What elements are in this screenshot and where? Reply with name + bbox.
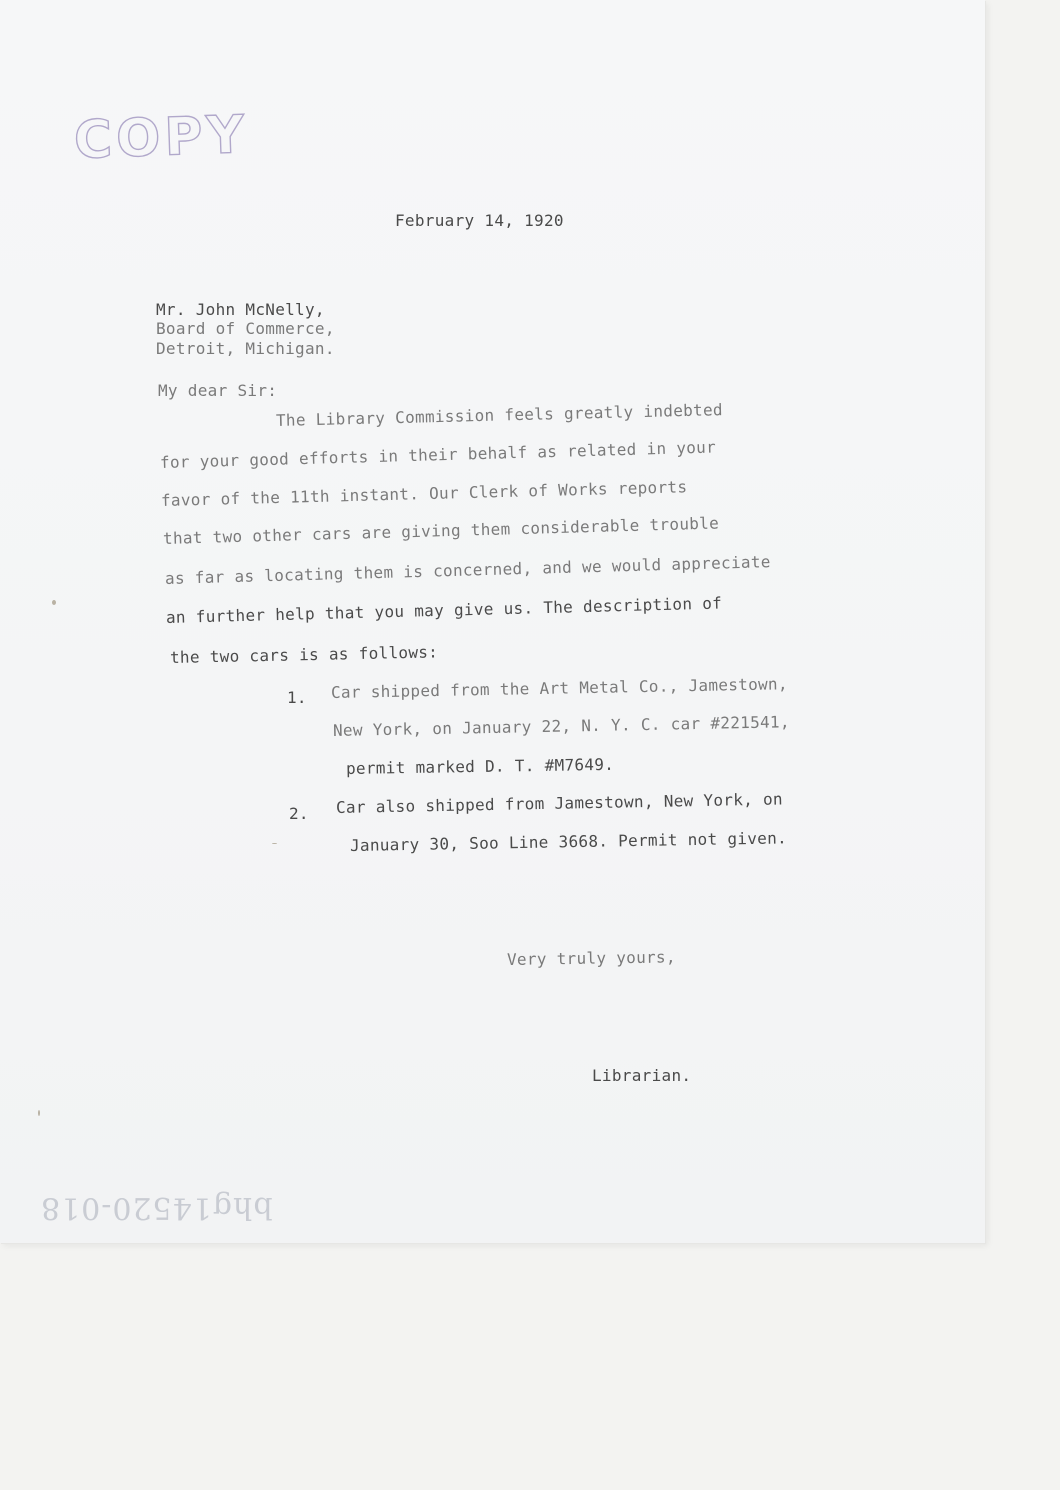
address-line-name: Mr. John McNelly, bbox=[156, 300, 325, 319]
body-line-7: the two cars is as follows: bbox=[169, 642, 439, 667]
copy-stamp: COPY bbox=[73, 104, 250, 172]
handwritten-reference-number: bhg14520-018 bbox=[40, 1190, 273, 1225]
letter-date: February 14, 1920 bbox=[395, 211, 564, 230]
paper-speck bbox=[38, 1110, 40, 1116]
closing: Very truly yours, bbox=[506, 947, 676, 969]
salutation: My dear Sir: bbox=[158, 381, 278, 400]
body-line-4: that two other cars are giving them considerable trouble bbox=[162, 513, 720, 548]
body-line-6: an further help that you may give us. The description of bbox=[165, 593, 723, 627]
item-1-line-1: Car shipped from the Art Metal Co., Jamestown, bbox=[330, 674, 789, 702]
address-line-city: Detroit, Michigan. bbox=[156, 339, 335, 358]
item-1-line-3: permit marked D. T. #M7649. bbox=[345, 754, 615, 778]
paper-speck bbox=[272, 843, 277, 844]
body-line-3: favor of the 11th instant. Our Clerk of Works reports bbox=[160, 477, 688, 510]
item-1-line-2: New York, on January 22, N. Y. C. car #221541, bbox=[332, 712, 791, 740]
body-line-2: for your good efforts in their behalf as related in your bbox=[159, 437, 717, 472]
body-line-1: The Library Commission feels greatly indebted bbox=[275, 400, 724, 430]
item-number-2: 2. bbox=[289, 804, 309, 823]
item-2-line-1: Car also shipped from Jamestown, New York, on bbox=[335, 789, 784, 817]
signature-title: Librarian. bbox=[592, 1066, 692, 1085]
body-line-5: as far as locating them is concerned, and we would appreciate bbox=[164, 552, 771, 588]
item-number-1: 1. bbox=[287, 688, 307, 707]
paper-speck bbox=[52, 600, 56, 605]
item-2-line-2: January 30, Soo Line 3668. Permit not given. bbox=[349, 828, 788, 855]
address-line-organization: Board of Commerce, bbox=[156, 319, 335, 338]
